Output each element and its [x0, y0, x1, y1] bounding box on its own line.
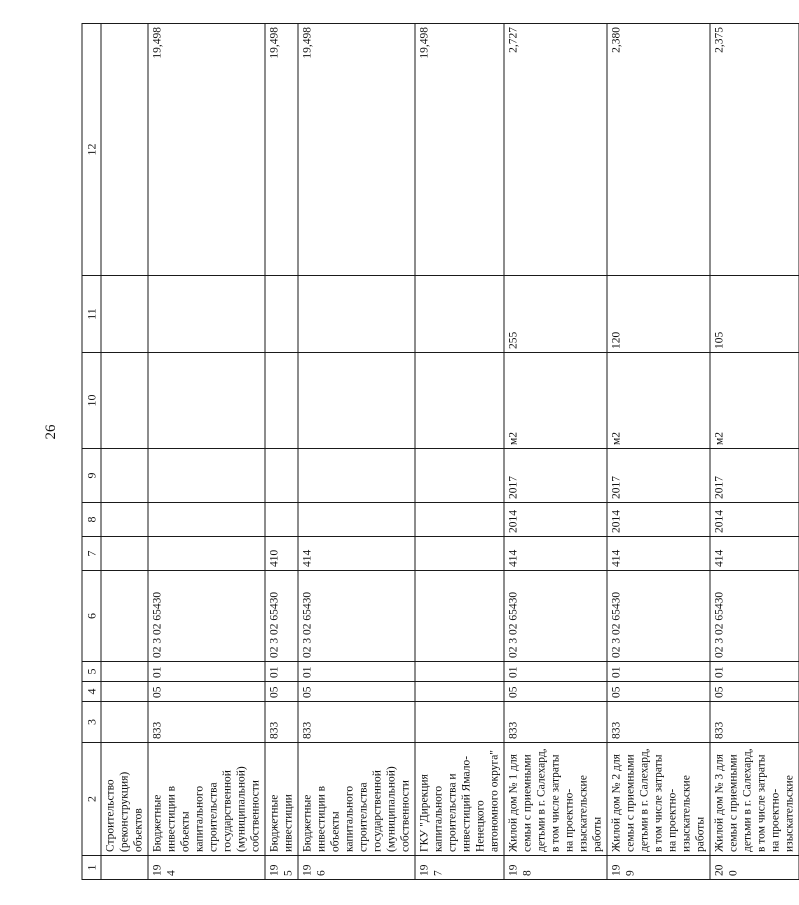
cell-col-7 — [148, 537, 265, 571]
cell-col-8: 2014 — [504, 503, 607, 537]
table-container — [81, 24, 795, 880]
cell-col-2: Бюджетные инвестиции — [265, 743, 298, 856]
cell-col-11: 120 — [607, 276, 710, 353]
cell-col-9: 2017 — [504, 449, 607, 503]
cell-col-4: 05 — [148, 682, 265, 702]
cell-col-11: 105 — [710, 276, 799, 353]
cell-col-5 — [101, 662, 148, 682]
cell-col-6: 02 3 02 65430 — [710, 571, 799, 662]
cell-col-1: 198 — [504, 856, 607, 880]
cell-col-7: 414 — [504, 537, 607, 571]
table-row — [148, 24, 265, 880]
cell-col-4 — [415, 682, 504, 702]
cell-col-4: 05 — [607, 682, 710, 702]
header-cell: 4 — [82, 682, 101, 702]
cell-col-4: 05 — [504, 682, 607, 702]
cell-col-2: Жилой дом № 2 для семьи с приемными детьми в г. Салехард, в том числе затраты на проектно-изыскательские работы — [607, 743, 710, 856]
cell-col-12: 19,498 — [148, 24, 265, 276]
cell-col-1 — [101, 856, 148, 880]
cell-col-3: 833 — [298, 702, 415, 743]
cell-col-5: 01 — [298, 662, 415, 682]
cell-col-11: 255 — [504, 276, 607, 353]
cell-col-3 — [415, 702, 504, 743]
header-cell: 12 — [82, 24, 101, 276]
header-cell: 11 — [82, 276, 101, 353]
cell-col-6: 02 3 02 65430 — [265, 571, 298, 662]
cell-col-12: 19,498 — [415, 24, 504, 276]
cell-col-6: 02 3 02 65430 — [148, 571, 265, 662]
cell-col-8 — [148, 503, 265, 537]
cell-col-8: 2014 — [710, 503, 799, 537]
cell-col-9: 2017 — [710, 449, 799, 503]
cell-col-11 — [415, 276, 504, 353]
header-cell: 6 — [82, 571, 101, 662]
cell-col-4: 05 — [710, 682, 799, 702]
cell-col-2: Жилой дом № 1 для семьи с приемными детьми в г. Салехард, в том числе затраты на проектно-изыскательские работы — [504, 743, 607, 856]
cell-col-12: 19,498 — [298, 24, 415, 276]
cell-col-9: 2017 — [607, 449, 710, 503]
cell-col-10 — [148, 353, 265, 449]
cell-col-4: 05 — [298, 682, 415, 702]
cell-col-2: Бюджетные инвестиции в объекты капитального строительства государственной (муниципальной) собственности — [148, 743, 265, 856]
header-cell: 5 — [82, 662, 101, 682]
cell-col-9 — [148, 449, 265, 503]
cell-col-11 — [101, 276, 148, 353]
cell-col-7 — [415, 537, 504, 571]
cell-col-6: 02 3 02 65430 — [504, 571, 607, 662]
cell-col-3: 833 — [607, 702, 710, 743]
cell-col-3: 833 — [265, 702, 298, 743]
cell-col-7: 414 — [298, 537, 415, 571]
cell-col-7: 414 — [607, 537, 710, 571]
cell-col-10 — [415, 353, 504, 449]
header-cell: 1 — [82, 856, 101, 880]
cell-col-10 — [298, 353, 415, 449]
cell-col-2: Строительство (реконструкция) объектов — [101, 743, 148, 856]
header-cell: 3 — [82, 702, 101, 743]
header-cell: 10 — [82, 353, 101, 449]
cell-col-9 — [298, 449, 415, 503]
budget-table — [81, 23, 799, 880]
header-cell: 9 — [82, 449, 101, 503]
cell-col-6 — [101, 571, 148, 662]
table-row — [265, 24, 298, 880]
cell-col-10: м2 — [504, 353, 607, 449]
cell-col-3: 833 — [504, 702, 607, 743]
table-row — [298, 24, 415, 880]
cell-col-5: 01 — [265, 662, 298, 682]
header-cell: 7 — [82, 537, 101, 571]
cell-col-5: 01 — [710, 662, 799, 682]
cell-col-8: 2014 — [607, 503, 710, 537]
cell-col-8 — [415, 503, 504, 537]
cell-col-7: 410 — [265, 537, 298, 571]
cell-col-8 — [298, 503, 415, 537]
table-row — [101, 24, 148, 880]
cell-col-5: 01 — [148, 662, 265, 682]
header-cell: 8 — [82, 503, 101, 537]
cell-col-12: 2,727 — [504, 24, 607, 276]
cell-col-1: 195 — [265, 856, 298, 880]
cell-col-9 — [415, 449, 504, 503]
cell-col-3: 833 — [710, 702, 799, 743]
cell-col-4 — [101, 682, 148, 702]
cell-col-10: м2 — [710, 353, 799, 449]
rotated-table-frame — [81, 24, 795, 880]
cell-col-12 — [101, 24, 148, 276]
cell-col-1: 194 — [148, 856, 265, 880]
cell-col-12: 2,375 — [710, 24, 799, 276]
cell-col-2: ГКУ "Дирекция капитального строительства и инвестиций Ямало-Ненецкого автономного округа" — [415, 743, 504, 856]
cell-col-1: 200 — [710, 856, 799, 880]
cell-col-4: 05 — [265, 682, 298, 702]
cell-col-11 — [148, 276, 265, 353]
cell-col-5: 01 — [607, 662, 710, 682]
cell-col-12: 2,380 — [607, 24, 710, 276]
cell-col-6: 02 3 02 65430 — [298, 571, 415, 662]
cell-col-5 — [415, 662, 504, 682]
cell-col-12: 19,498 — [265, 24, 298, 276]
cell-col-9 — [265, 449, 298, 503]
cell-col-10 — [265, 353, 298, 449]
table-row — [415, 24, 504, 880]
cell-col-6: 02 3 02 65430 — [607, 571, 710, 662]
cell-col-1: 199 — [607, 856, 710, 880]
cell-col-10 — [101, 353, 148, 449]
cell-col-11 — [298, 276, 415, 353]
cell-col-8 — [265, 503, 298, 537]
cell-col-11 — [265, 276, 298, 353]
cell-col-9 — [101, 449, 148, 503]
table-row — [504, 24, 607, 880]
cell-col-2: Жилой дом № 3 для семьи с приемными детьми в г. Салехард, в том числе затраты на проектно-изыскательские — [710, 743, 799, 856]
cell-col-10: м2 — [607, 353, 710, 449]
cell-col-1: 197 — [415, 856, 504, 880]
cell-col-3: 833 — [148, 702, 265, 743]
cell-col-7: 414 — [710, 537, 799, 571]
page-number: 26 — [43, 424, 59, 440]
cell-col-2: Бюджетные инвестиции в объекты капитального строительства государственной (муниципальной) собственности — [298, 743, 415, 856]
cell-col-7 — [101, 537, 148, 571]
table-row — [607, 24, 710, 880]
cell-col-5: 01 — [504, 662, 607, 682]
cell-col-8 — [101, 503, 148, 537]
header-row — [82, 24, 101, 880]
table-row — [710, 24, 799, 880]
header-cell: 2 — [82, 743, 101, 856]
cell-col-3 — [101, 702, 148, 743]
cell-col-1: 196 — [298, 856, 415, 880]
cell-col-6 — [415, 571, 504, 662]
